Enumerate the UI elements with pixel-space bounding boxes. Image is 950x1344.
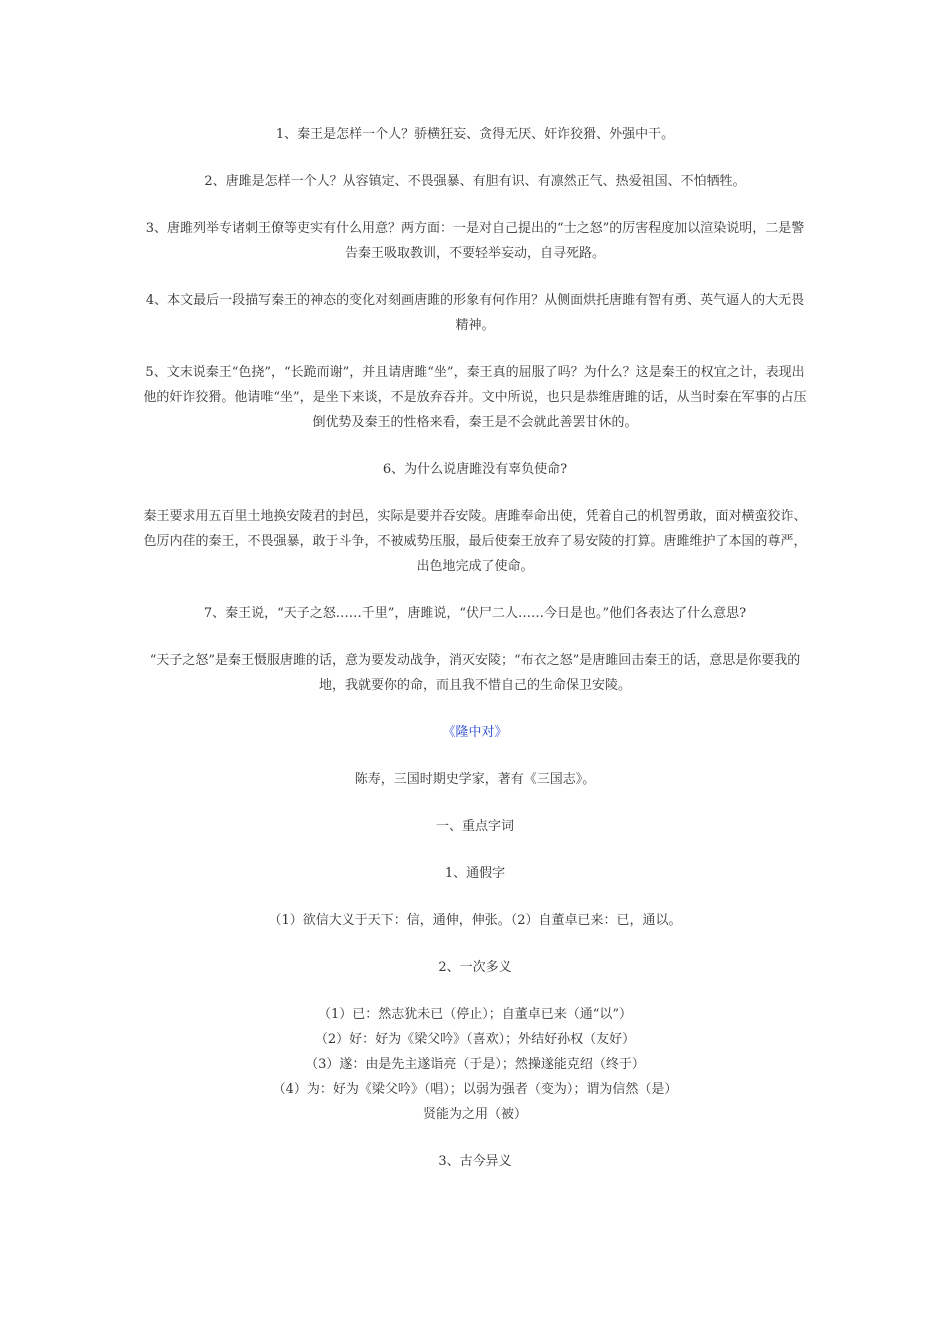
qa-paragraph-5: 5、文末说秦王“色挠”，“长跪而谢”，并且请唐雎“坐”，秦王真的屈服了吗？为什么？这是秦王的权宜之计，表现出他的奸诈狡猾。他请唯“坐”，是坐下来谈，不是放弃吞并。文中所说，也只是恭维唐雎的话，从当时秦在军事的占压倒优势及秦王的性格来看，秦王是不会就此善罢甘休的。 — [143, 365, 807, 430]
qa-question-6: 6、为什么说唐雎没有辜负使命? — [382, 462, 568, 477]
qa-paragraph-4: 4、本文最后一段描写秦王的神态的变化对刻画唐雎的形象有何作用？从侧面烘托唐雎有智有勇、英气逼人的大无畏精神。 — [145, 293, 805, 333]
list-item: （3）遂：由是先主遂诣亮（于是）；然操遂能克绍（终于） — [305, 1057, 645, 1072]
list-item: 贤能为之用（被） — [422, 1107, 527, 1122]
list-item: （1）已：然志犹未已（停止）；自董卓已来（通“以”） — [317, 1007, 633, 1022]
section-heading: 一、重点字词 — [435, 819, 514, 834]
qa-question-7: 7、秦王说，“天子之怒……千里”，唐雎说，“伏尸二人……今日是也。”他们各表达了什么意思? — [203, 606, 747, 621]
subheading-duoyi: 2、一次多义 — [438, 960, 512, 975]
qa-paragraph-2: 2、唐雎是怎样一个人？从容镇定、不畏强暴、有胆有识、有凛然正气、热爱祖国、不怕牺牲。 — [204, 174, 746, 189]
list-item: （2）好：好为《梁父吟》（喜欢）；外结好孙权（友好） — [314, 1032, 636, 1047]
subheading-gujin: 3、古今异义 — [438, 1154, 512, 1169]
list-item: （4）为：好为《梁父吟》（唱）；以弱为强者（变为）；谓为信然（是） — [272, 1082, 678, 1097]
qa-answer-7: “天子之怒”是秦王慑服唐雎的话，意为要发动战争，消灭安陵；“布衣之怒”是唐雎回击秦王的话，意思是你要我的地，我就要你的命，而且我不惜自己的生命保卫安陵。 — [149, 653, 801, 693]
qa-paragraph-3: 3、唐雎列举专诸刺王僚等吏实有什么用意？两方面：一是对自己提出的“士之怒”的厉害程度加以渲染说明，二是警告秦王吸取教训，不要轻举妄动，自寻死路。 — [145, 221, 805, 261]
document-page — [140, 122, 810, 1196]
lesson-title-link[interactable]: 《隆中对》 — [442, 725, 508, 740]
duoyi-list — [140, 1002, 810, 1127]
subheading-tongjia: 1、通假字 — [444, 866, 506, 881]
author-line: 陈寿，三国时期史学家，著有《三国志》。 — [354, 772, 596, 787]
qa-answer-6: 秦王要求用五百里土地换安陵君的封邑，实际是要并吞安陵。唐雎奉命出使，凭着自己的机智勇敢，面对横蛮狡诈、色厉内荏的秦王，不畏强暴，敢于斗争，不被威势压服，最后使秦王放弃了易安陵的打算。唐雎维护了本国的尊严，出色地完成了使命。 — [143, 509, 807, 574]
tongjia-line: （1）欲信大义于天下：信，通伸，伸张。（2）自董卓已来：已，通以。 — [268, 913, 682, 928]
qa-paragraph-1: 1、秦王是怎样一个人？骄横狂妄、贪得无厌、奸诈狡猾、外强中干。 — [275, 127, 675, 142]
